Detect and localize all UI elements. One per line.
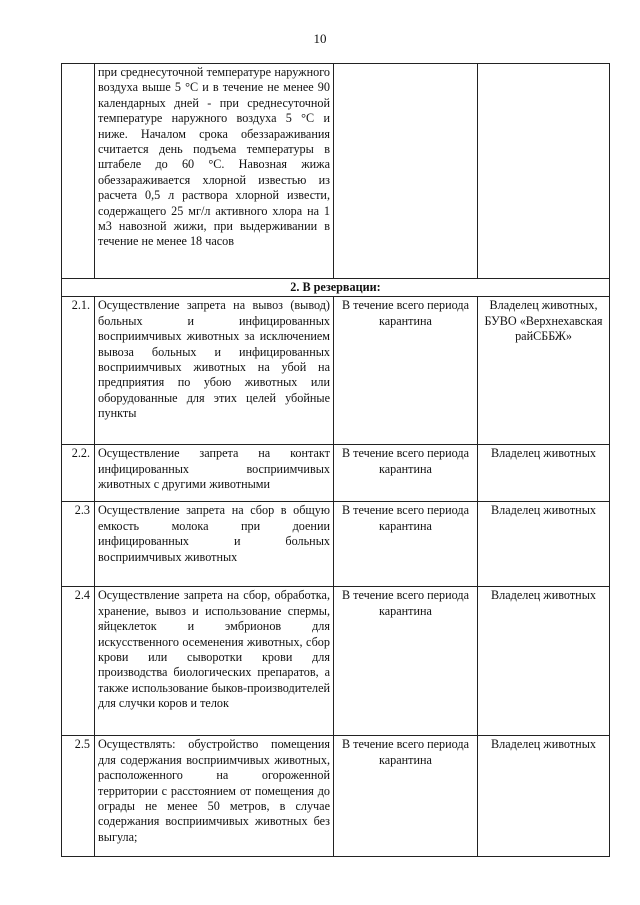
cell-action: Осуществление запрета на контакт инфицированных восприимчивых животных с другими животными [95, 445, 334, 502]
cell-responsible: Владелец животных [478, 736, 610, 857]
cell-action: Осуществление запрета на сбор в общую емкость молока при доении инфицированных и больных восприимчивых животных [95, 502, 334, 587]
cell-action: Осуществление запрета на сбор, обработка, хранение, вывоз и использование спермы, яйцеклеток и эмбрионов для искусственного осеменения животных, сбор крови или сыворотки крови для производства биологических препаратов, а также использование быков-производителей для случки коров и телок [95, 587, 334, 736]
cell-responsible: Владелец животных [478, 445, 610, 502]
cell-number [62, 64, 95, 279]
cell-time: В течение всего периода карантина [334, 736, 478, 857]
quarantine-measures-table [61, 63, 610, 857]
page-number: 10 [313, 31, 327, 46]
cell-responsible: Владелец животных [478, 587, 610, 736]
section-header-row [62, 279, 610, 297]
cell-responsible: Владелец животных [478, 502, 610, 587]
table-row [62, 297, 610, 445]
cell-time: В течение всего периода карантина [334, 297, 478, 445]
cell-action: Осуществлять: обустройство помещения для содержания восприимчивых животных, расположенного на огороженной территории с расстоянием от помещения до ограды не менее 50 метров, в случае содержания восприимчивых животных без выгула; [95, 736, 334, 857]
table-row [62, 502, 610, 587]
cell-action: Осуществление запрета на вывоз (вывод) больных и инфицированных восприимчивых животных за исключением вывоза больных и инфицированных восприимчивых животных на убой на предприятия по убою животных или оборудованные для этих целей убойные пункты [95, 297, 334, 445]
table-row [62, 445, 610, 502]
table-row-continuation [62, 64, 610, 279]
cell-responsible [478, 64, 610, 279]
cell-time: В течение всего периода карантина [334, 445, 478, 502]
cell-time [334, 64, 478, 279]
cell-number: 2.1. [62, 297, 95, 445]
cell-number: 2.3 [62, 502, 95, 587]
cell-responsible: Владелец животных, БУВО «Верхнехавская райСББЖ» [478, 297, 610, 445]
cell-number: 2.5 [62, 736, 95, 857]
cell-action: при среднесуточной температуре наружного воздуха выше 5 °С и в течение не менее 90 календарных дней - при среднесуточной температуре наружного воздуха 5 °С и ниже. Началом срока обеззараживания считается день подъема температуры в штабеле до 60 °С. Навозная жижа обеззараживается хлорной известью из расчета 0,5 л раствора хлорной извести, содержащего 25 мг/л активного хлора на 1 м3 навозной жижи, при выдерживании в течение не менее 18 часов [95, 64, 334, 279]
cell-time: В течение всего периода карантина [334, 502, 478, 587]
section-title: 2. В резервации: [62, 279, 610, 297]
cell-number: 2.4 [62, 587, 95, 736]
table-row [62, 587, 610, 736]
cell-number: 2.2. [62, 445, 95, 502]
table-row [62, 736, 610, 857]
cell-time: В течение всего периода карантина [334, 587, 478, 736]
